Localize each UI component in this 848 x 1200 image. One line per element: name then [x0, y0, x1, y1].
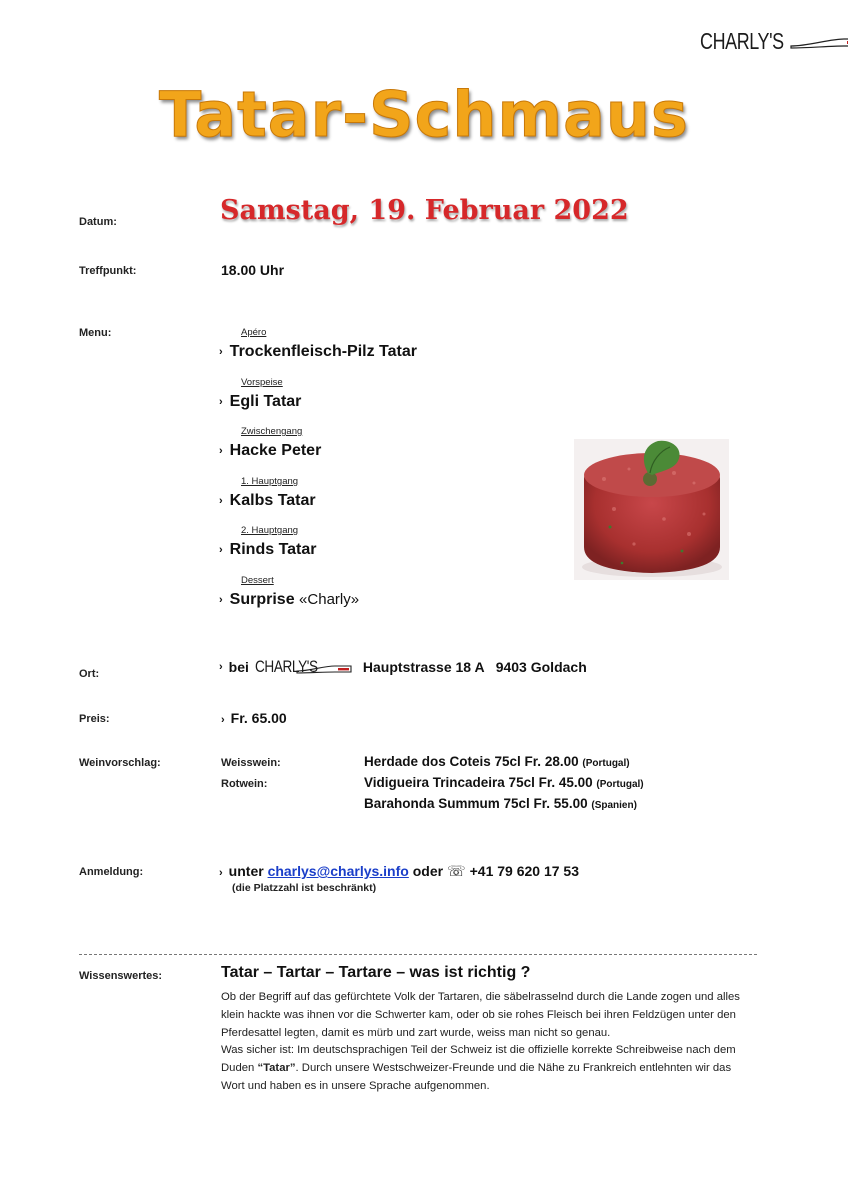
course-dish [219, 343, 417, 361]
facts-paragraph [221, 1042, 741, 1095]
facts-text: . Durch unsere Westschweizer-Freunde und die Nähe zu Frankreich entlehnten wir das Wort und haben es in unsere Sprache aufgenommen. [221, 1062, 732, 1092]
facts-body [221, 989, 741, 1096]
registration-prefix: unter [228, 863, 264, 879]
course-dish [219, 541, 317, 559]
red-wine-label: Rotwein: [221, 778, 268, 790]
wine-origin: (Spanien) [591, 800, 637, 811]
facts-heading: Tatar – Tartar – Tartare – was ist richtig ? [221, 964, 531, 981]
dish-name: Hacke Peter [229, 442, 322, 459]
course-label: 1. Hauptgang [241, 476, 299, 487]
course-label: 2. Hauptgang [241, 525, 299, 536]
arrow-icon: › [219, 594, 223, 606]
registration-note: (die Platzzahl ist beschränkt) [232, 882, 377, 894]
section-divider [79, 954, 757, 955]
facts-paragraph: Ob der Begriff auf das gefürchtete Volk der Tartaren, die säbelrasselnd durch die Lande zogen und alles klein hackte was ihnen vor die Schwerter kam, oder ob sie rohes Fleisch bei ihren Feldzügen unter den Pferdesattel legten, damit es mürb und zart wurde, weiss man nicht so genau. [221, 991, 740, 1039]
arrow-icon: › [219, 445, 223, 457]
arrow-icon: › [219, 867, 223, 879]
dish-name: Trockenfleisch-Pilz Tatar [229, 343, 417, 360]
course-dish [219, 393, 301, 411]
brand-logo [700, 30, 848, 53]
arrow-icon: › [221, 714, 225, 726]
course-dish [219, 591, 359, 609]
email-link[interactable]: charlys@charlys.info [267, 863, 409, 879]
dish-name: Egli Tatar [229, 393, 302, 410]
facts-text: Was sicher ist: Im deutschsprachigen Teil der Schweiz ist die offizielle korrekte Schreibweise nach dem Duden [221, 1044, 736, 1075]
phone-number: +41 79 620 17 53 [469, 863, 579, 879]
arrow-icon: › [219, 660, 223, 673]
course-label: Dessert [241, 575, 274, 586]
course-dish [219, 442, 321, 460]
price-value [221, 710, 287, 726]
logo-text: CHARLY'S [700, 28, 784, 54]
location-label: Ort: [79, 668, 100, 680]
wine-label: Weinvorschlag: [79, 757, 161, 769]
inline-logo [255, 658, 353, 675]
course-label: Apéro [241, 327, 267, 338]
wine-item [364, 796, 637, 811]
wine-item [364, 775, 644, 790]
phone-icon: ☏ [446, 863, 466, 880]
course-label: Vorspeise [241, 377, 283, 388]
price-amount: Fr. 65.00 [230, 710, 287, 726]
inline-logo-text: CHARLY'S [254, 657, 318, 676]
wine-origin: (Portugal) [596, 779, 644, 790]
registration-middle: oder [412, 863, 444, 879]
registration-label: Anmeldung: [79, 866, 144, 878]
bottle-logo-icon [789, 36, 848, 50]
wine-name: Vidigueira Trincadeira 75cl Fr. 45.00 [364, 775, 593, 790]
wine-name: Barahonda Summum 75cl Fr. 55.00 [364, 796, 588, 811]
wine-origin: (Portugal) [582, 758, 630, 769]
dish-name: Surprise [229, 591, 295, 608]
course-dish [219, 492, 316, 510]
event-date: Samstag, 19. Februar 2022 [220, 195, 629, 226]
arrow-icon: › [219, 544, 223, 556]
arrow-icon: › [219, 495, 223, 507]
page-title: Tatar-Schmaus [159, 78, 689, 151]
dish-name: Kalbs Tatar [229, 492, 316, 509]
location-prefix: bei [228, 658, 249, 675]
location-address: Hauptstrasse 18 A 9403 Goldach [362, 658, 587, 675]
wine-item [364, 754, 630, 769]
location-value [219, 658, 587, 675]
menu-label: Menu: [79, 327, 112, 339]
date-label: Datum: [79, 216, 117, 228]
arrow-icon: › [219, 396, 223, 408]
meeting-label: Treffpunkt: [79, 265, 137, 277]
arrow-icon: › [219, 346, 223, 358]
registration-value [219, 862, 579, 880]
course-label: Zwischengang [241, 426, 303, 437]
white-wine-label: Weisswein: [221, 757, 281, 769]
dish-name-suffix: «Charly» [299, 591, 360, 608]
facts-label: Wissenswertes: [79, 970, 163, 982]
tartare-photo [574, 439, 729, 580]
facts-bold-text: “Tatar” [257, 1062, 296, 1075]
meeting-time: 18.00 Uhr [221, 262, 285, 278]
dish-name: Rinds Tatar [229, 541, 317, 558]
wine-name: Herdade dos Coteis 75cl Fr. 28.00 [364, 754, 579, 769]
price-label: Preis: [79, 713, 110, 725]
